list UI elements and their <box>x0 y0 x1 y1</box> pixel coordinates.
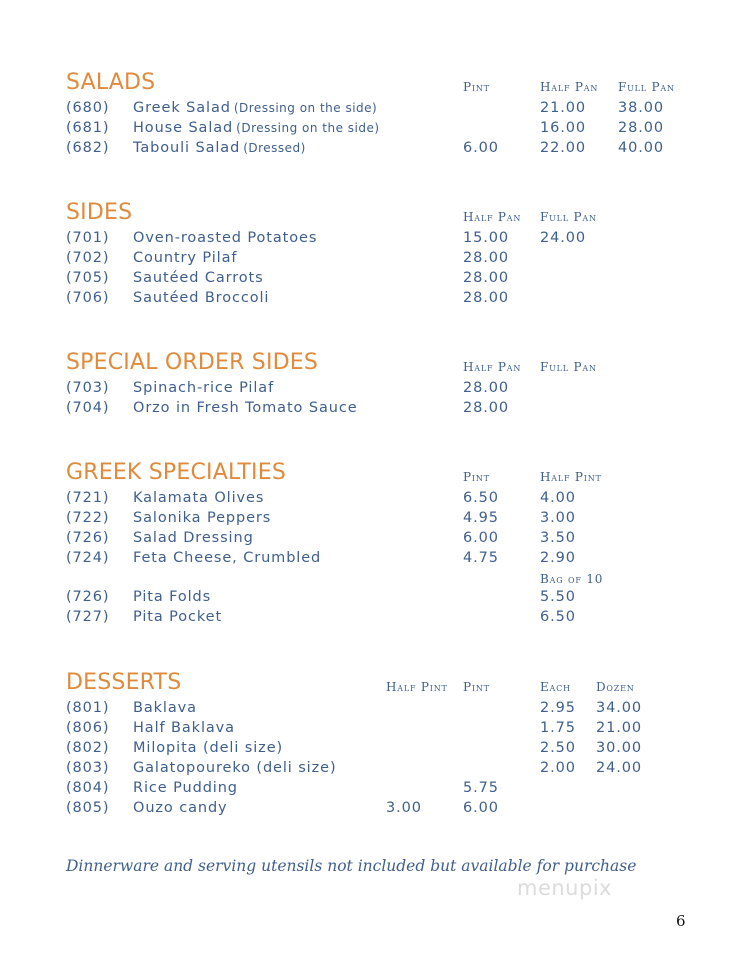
menu-item <box>0 700 750 720</box>
menu-item <box>0 290 750 310</box>
item-code: (701) <box>66 230 110 246</box>
menu-item <box>0 270 750 290</box>
section-title: SIDES <box>66 200 133 225</box>
menu-item <box>0 380 750 400</box>
price-half-pan: 15.00 <box>463 230 510 246</box>
price-pint: 6.00 <box>463 530 499 546</box>
item-name: Salonika Peppers <box>133 510 272 526</box>
item-code: (681) <box>66 120 110 136</box>
item-name: Ouzo candy <box>133 800 228 816</box>
price-half-pint: 2.90 <box>540 550 576 566</box>
item-code: (722) <box>66 510 110 526</box>
column-header-half-pan: Half Pan <box>463 210 522 224</box>
column-header-full-pan: Full Pan <box>618 80 675 94</box>
watermark-logo: menupix <box>517 876 613 900</box>
price-full-pan: 40.00 <box>618 140 665 156</box>
column-header-dozen: Dozen <box>596 680 635 694</box>
price-dozen: 24.00 <box>596 760 643 776</box>
menu-item <box>0 589 750 609</box>
price-pint: 4.75 <box>463 550 499 566</box>
price-each: 2.95 <box>540 700 576 716</box>
item-note: (Dressed) <box>243 141 306 155</box>
price-full-pan: 38.00 <box>618 100 665 116</box>
price-half-pan: 21.00 <box>540 100 587 116</box>
price-half-pan: 28.00 <box>463 380 510 396</box>
menu-item <box>0 510 750 530</box>
item-code: (705) <box>66 270 110 286</box>
menu-item <box>0 530 750 550</box>
item-name: Sautéed Carrots <box>133 270 264 286</box>
price-half-pan: 28.00 <box>463 400 510 416</box>
item-code: (721) <box>66 490 110 506</box>
item-name: Spinach-rice Pilaf <box>133 380 275 396</box>
item-name: Sautéed Broccoli <box>133 290 270 306</box>
column-header-full-pan: Full Pan <box>540 210 597 224</box>
page-number: 6 <box>676 912 686 930</box>
item-name: Galatopoureko (deli size) <box>133 760 337 776</box>
menu-item <box>0 550 750 570</box>
item-note: (Dressing on the side) <box>233 101 378 115</box>
column-header-pint: Pint <box>463 470 490 484</box>
item-code: (703) <box>66 380 110 396</box>
item-code: (726) <box>66 530 110 546</box>
price-bag-of-10: 5.50 <box>540 589 576 605</box>
price-pint: 6.00 <box>463 140 499 156</box>
item-code: (806) <box>66 720 110 736</box>
price-pint: 6.50 <box>463 490 499 506</box>
item-code: (805) <box>66 800 110 816</box>
menu-item <box>0 250 750 270</box>
menu-item <box>0 490 750 510</box>
price-dozen: 30.00 <box>596 740 643 756</box>
item-code: (727) <box>66 609 110 625</box>
menu-item <box>0 120 750 140</box>
item-name: Orzo in Fresh Tomato Sauce <box>133 400 358 416</box>
item-name: Milopita (deli size) <box>133 740 284 756</box>
item-code: (682) <box>66 140 110 156</box>
item-code: (803) <box>66 760 110 776</box>
footer-note: Dinnerware and serving utensils not included but available for purchase <box>66 857 637 875</box>
column-header-pint: Pint <box>463 80 490 94</box>
item-name: Half Baklava <box>133 720 235 736</box>
price-half-pint: 4.00 <box>540 490 576 506</box>
price-half-pint: 3.00 <box>540 510 576 526</box>
item-note: (Dressing on the side) <box>236 121 380 135</box>
menu-item <box>0 740 750 760</box>
item-name: Kalamata Olives <box>133 490 265 506</box>
item-name: Rice Pudding <box>133 780 238 796</box>
item-code: (702) <box>66 250 110 266</box>
price-pint: 5.75 <box>463 780 499 796</box>
menu-item <box>0 800 750 820</box>
item-code: (680) <box>66 100 110 116</box>
price-half-pint: 3.00 <box>386 800 422 816</box>
section-title: GREEK SPECIALTIES <box>66 460 287 485</box>
column-header-each: Each <box>540 680 571 694</box>
price-bag-of-10: 6.50 <box>540 609 576 625</box>
price-pint: 6.00 <box>463 800 499 816</box>
item-code: (802) <box>66 740 110 756</box>
price-half-pan: 28.00 <box>463 250 510 266</box>
section-title: DESSERTS <box>66 670 182 695</box>
item-code: (704) <box>66 400 110 416</box>
column-header-pint: Pint <box>463 680 490 694</box>
price-each: 1.75 <box>540 720 576 736</box>
item-code: (801) <box>66 700 110 716</box>
column-header-full-pan: Full Pan <box>540 360 597 374</box>
price-each: 2.00 <box>540 760 576 776</box>
price-half-pan: 16.00 <box>540 120 587 136</box>
item-name: Pita Folds <box>133 589 212 605</box>
item-name: Baklava <box>133 700 197 716</box>
menu-item <box>0 140 750 160</box>
price-each: 2.50 <box>540 740 576 756</box>
item-name: Salad Dressing <box>133 530 254 546</box>
column-header-half-pint: Half Pint <box>386 680 448 694</box>
item-name: House Salad (Dressing on the side) <box>133 120 380 136</box>
item-name: Pita Pocket <box>133 609 223 625</box>
item-code: (726) <box>66 589 110 605</box>
price-half-pan: 28.00 <box>463 270 510 286</box>
price-half-pan: 22.00 <box>540 140 587 156</box>
price-dozen: 34.00 <box>596 700 643 716</box>
column-subheader-bag-of-10: Bag of 10 <box>540 572 604 586</box>
column-header-half-pan: Half Pan <box>540 80 599 94</box>
price-pint: 4.95 <box>463 510 499 526</box>
item-code: (706) <box>66 290 110 306</box>
item-code: (724) <box>66 550 110 566</box>
section-title: SALADS <box>66 70 156 95</box>
price-full-pan: 24.00 <box>540 230 587 246</box>
column-header-half-pan: Half Pan <box>463 360 522 374</box>
column-header-half-pint: Half Pint <box>540 470 602 484</box>
item-name: Oven-roasted Potatoes <box>133 230 318 246</box>
menu-item <box>0 400 750 420</box>
price-half-pan: 28.00 <box>463 290 510 306</box>
price-half-pint: 3.50 <box>540 530 576 546</box>
item-name: Feta Cheese, Crumbled <box>133 550 322 566</box>
item-name: Tabouli Salad (Dressed) <box>133 140 306 156</box>
item-name: Country Pilaf <box>133 250 238 266</box>
menu-item <box>0 760 750 780</box>
menu-item <box>0 230 750 250</box>
item-code: (804) <box>66 780 110 796</box>
menu-item <box>0 720 750 740</box>
menu-item <box>0 609 750 629</box>
section-title: SPECIAL ORDER SIDES <box>66 350 319 375</box>
menu-item <box>0 780 750 800</box>
price-full-pan: 28.00 <box>618 120 665 136</box>
menu-item <box>0 100 750 120</box>
item-name: Greek Salad (Dressing on the side) <box>133 100 378 116</box>
price-dozen: 21.00 <box>596 720 643 736</box>
